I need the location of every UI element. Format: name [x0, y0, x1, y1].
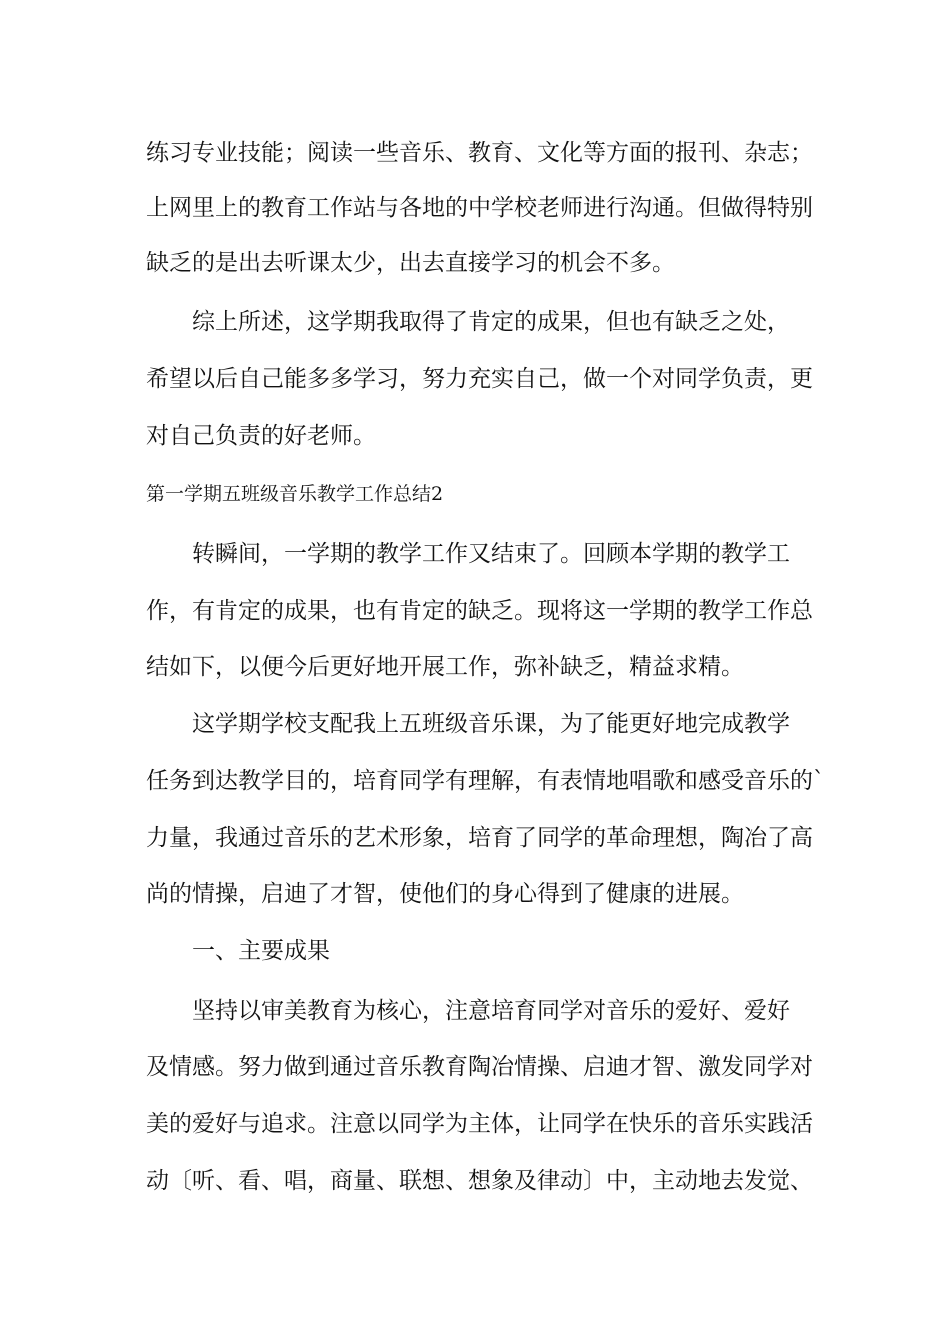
- paragraph-class-line-1: 这学期学校支配我上五班级音乐课，为了能更好地完成教学: [146, 711, 790, 737]
- paragraph-summary-line-2: 希望以后自己能多多学习，努力充实自己，做一个对同学负责，更: [146, 366, 813, 392]
- paragraph-class-line-3: 力量，我通过音乐的艺术形象，培育了同学的革命理想，陶冶了高: [146, 825, 813, 851]
- text-line-1: 练习专业技能；阅读一些音乐、教育、文化等方面的报刊、杂志；: [146, 140, 813, 166]
- subsection-heading: 一、主要成果: [146, 938, 330, 964]
- paragraph-class-line-2: 任务到达教学目的，培育同学有理解，有表情地唱歌和感受音乐的`: [146, 768, 825, 794]
- section-title: 第一学期五班级音乐教学工作总结2: [146, 483, 444, 505]
- paragraph-results-line-3: 美的爱好与追求。注意以同学为主体，让同学在快乐的音乐实践活: [146, 1111, 813, 1137]
- paragraph-intro-line-1: 转瞬间，一学期的教学工作又结束了。回顾本学期的教学工: [146, 541, 790, 567]
- paragraph-results-line-4: 动〔听、看、唱，商量、联想、想象及律动〕中，主动地去发觉、: [146, 1168, 813, 1194]
- text-line-3: 缺乏的是出去听课太少，出去直接学习的机会不多。: [146, 250, 675, 276]
- paragraph-intro-line-2: 作，有肯定的成果，也有肯定的缺乏。现将这一学期的教学工作总: [146, 598, 813, 624]
- text-line-2: 上网里上的教育工作站与各地的中学校老师进行沟通。但做得特别: [146, 195, 813, 221]
- paragraph-results-line-1: 坚持以审美教育为核心，注意培育同学对音乐的爱好、爱好: [146, 998, 790, 1024]
- paragraph-summary-line-1: 综上所述，这学期我取得了肯定的成果，但也有缺乏之处，: [146, 309, 790, 335]
- paragraph-class-line-4: 尚的情操，启迪了才智，使他们的身心得到了健康的进展。: [146, 881, 744, 907]
- paragraph-results-line-2: 及情感。努力做到通过音乐教育陶冶情操、启迪才智、激发同学对: [146, 1054, 813, 1080]
- paragraph-intro-line-3: 结如下，以便今后更好地开展工作，弥补缺乏，精益求精。: [146, 654, 744, 680]
- paragraph-summary-line-3: 对自己负责的好老师。: [146, 423, 376, 449]
